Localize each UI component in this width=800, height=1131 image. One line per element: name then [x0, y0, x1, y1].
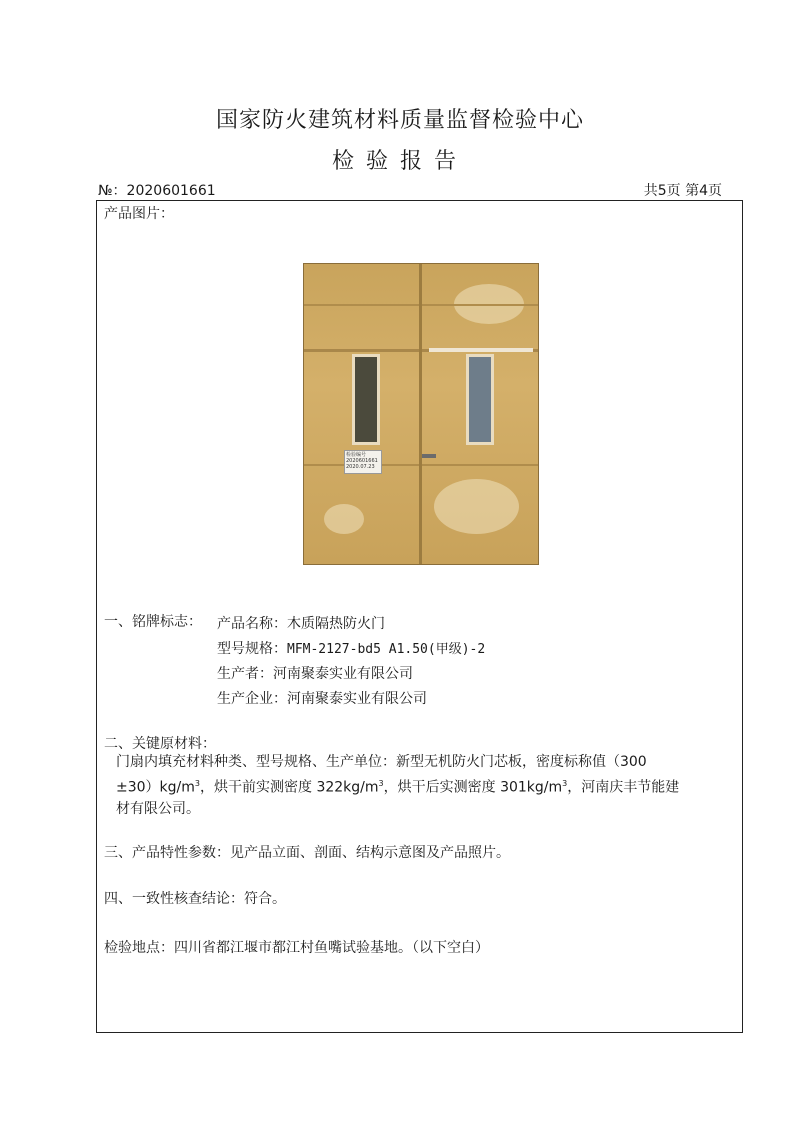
- conclusion-section: 四、一致性核查结论：符合。: [104, 891, 286, 907]
- enterprise-name: 河南聚泰实业有限公司: [287, 691, 427, 707]
- model-row: 型号规格：MFM-2127-bd5 A1.50(甲级)-2: [217, 641, 486, 657]
- inspection-tag: 检验编号 2020601661 2020.07.23: [344, 450, 382, 474]
- organization-title: 国家防火建筑材料质量监督检验中心: [215, 108, 584, 133]
- enterprise-row: 生产企业：河南聚泰实业有限公司: [217, 691, 427, 707]
- product-name: 木质隔热防火门: [287, 616, 385, 632]
- photo-label: 产品图片：: [104, 206, 174, 222]
- characteristics-section: 三、产品特性参数：见产品立面、剖面、结构示意图及产品照片。: [104, 845, 510, 861]
- door-window-right: [466, 354, 494, 445]
- producer-row: 生产者：河南聚泰实业有限公司: [217, 666, 413, 682]
- nameplate-heading: 一、铭牌标志：: [104, 614, 202, 630]
- door-window-left: [352, 354, 380, 445]
- document-title: 检验报告: [331, 149, 468, 174]
- product-name-row: 产品名称：木质隔热防火门: [217, 616, 385, 632]
- model-spec: MFM-2127-bd5 A1.50(甲级)-2: [287, 642, 486, 657]
- product-photo: [303, 263, 539, 565]
- producer-name: 河南聚泰实业有限公司: [273, 666, 413, 682]
- page-info: 共5页 第4页: [643, 183, 722, 199]
- materials-paragraph: 门扇内填充材料种类、型号规格、生产单位：新型无机防火门芯板，密度标称值（300 $\pm 30)kg/m^3$，烘干前实测密度 $322kg/m^3$，烘干后实测密度 $301kg/m^3$，河南庆丰节能建 材有限公司。: [116, 754, 680, 817]
- door-handle: [422, 454, 436, 458]
- materials-heading: 二、关键原材料：: [104, 736, 216, 752]
- location-section: 检验地点：四川省都江堰市都江村鱼嘴试验基地。（以下空白）: [104, 940, 489, 956]
- report-number: №：2020601661: [98, 183, 216, 199]
